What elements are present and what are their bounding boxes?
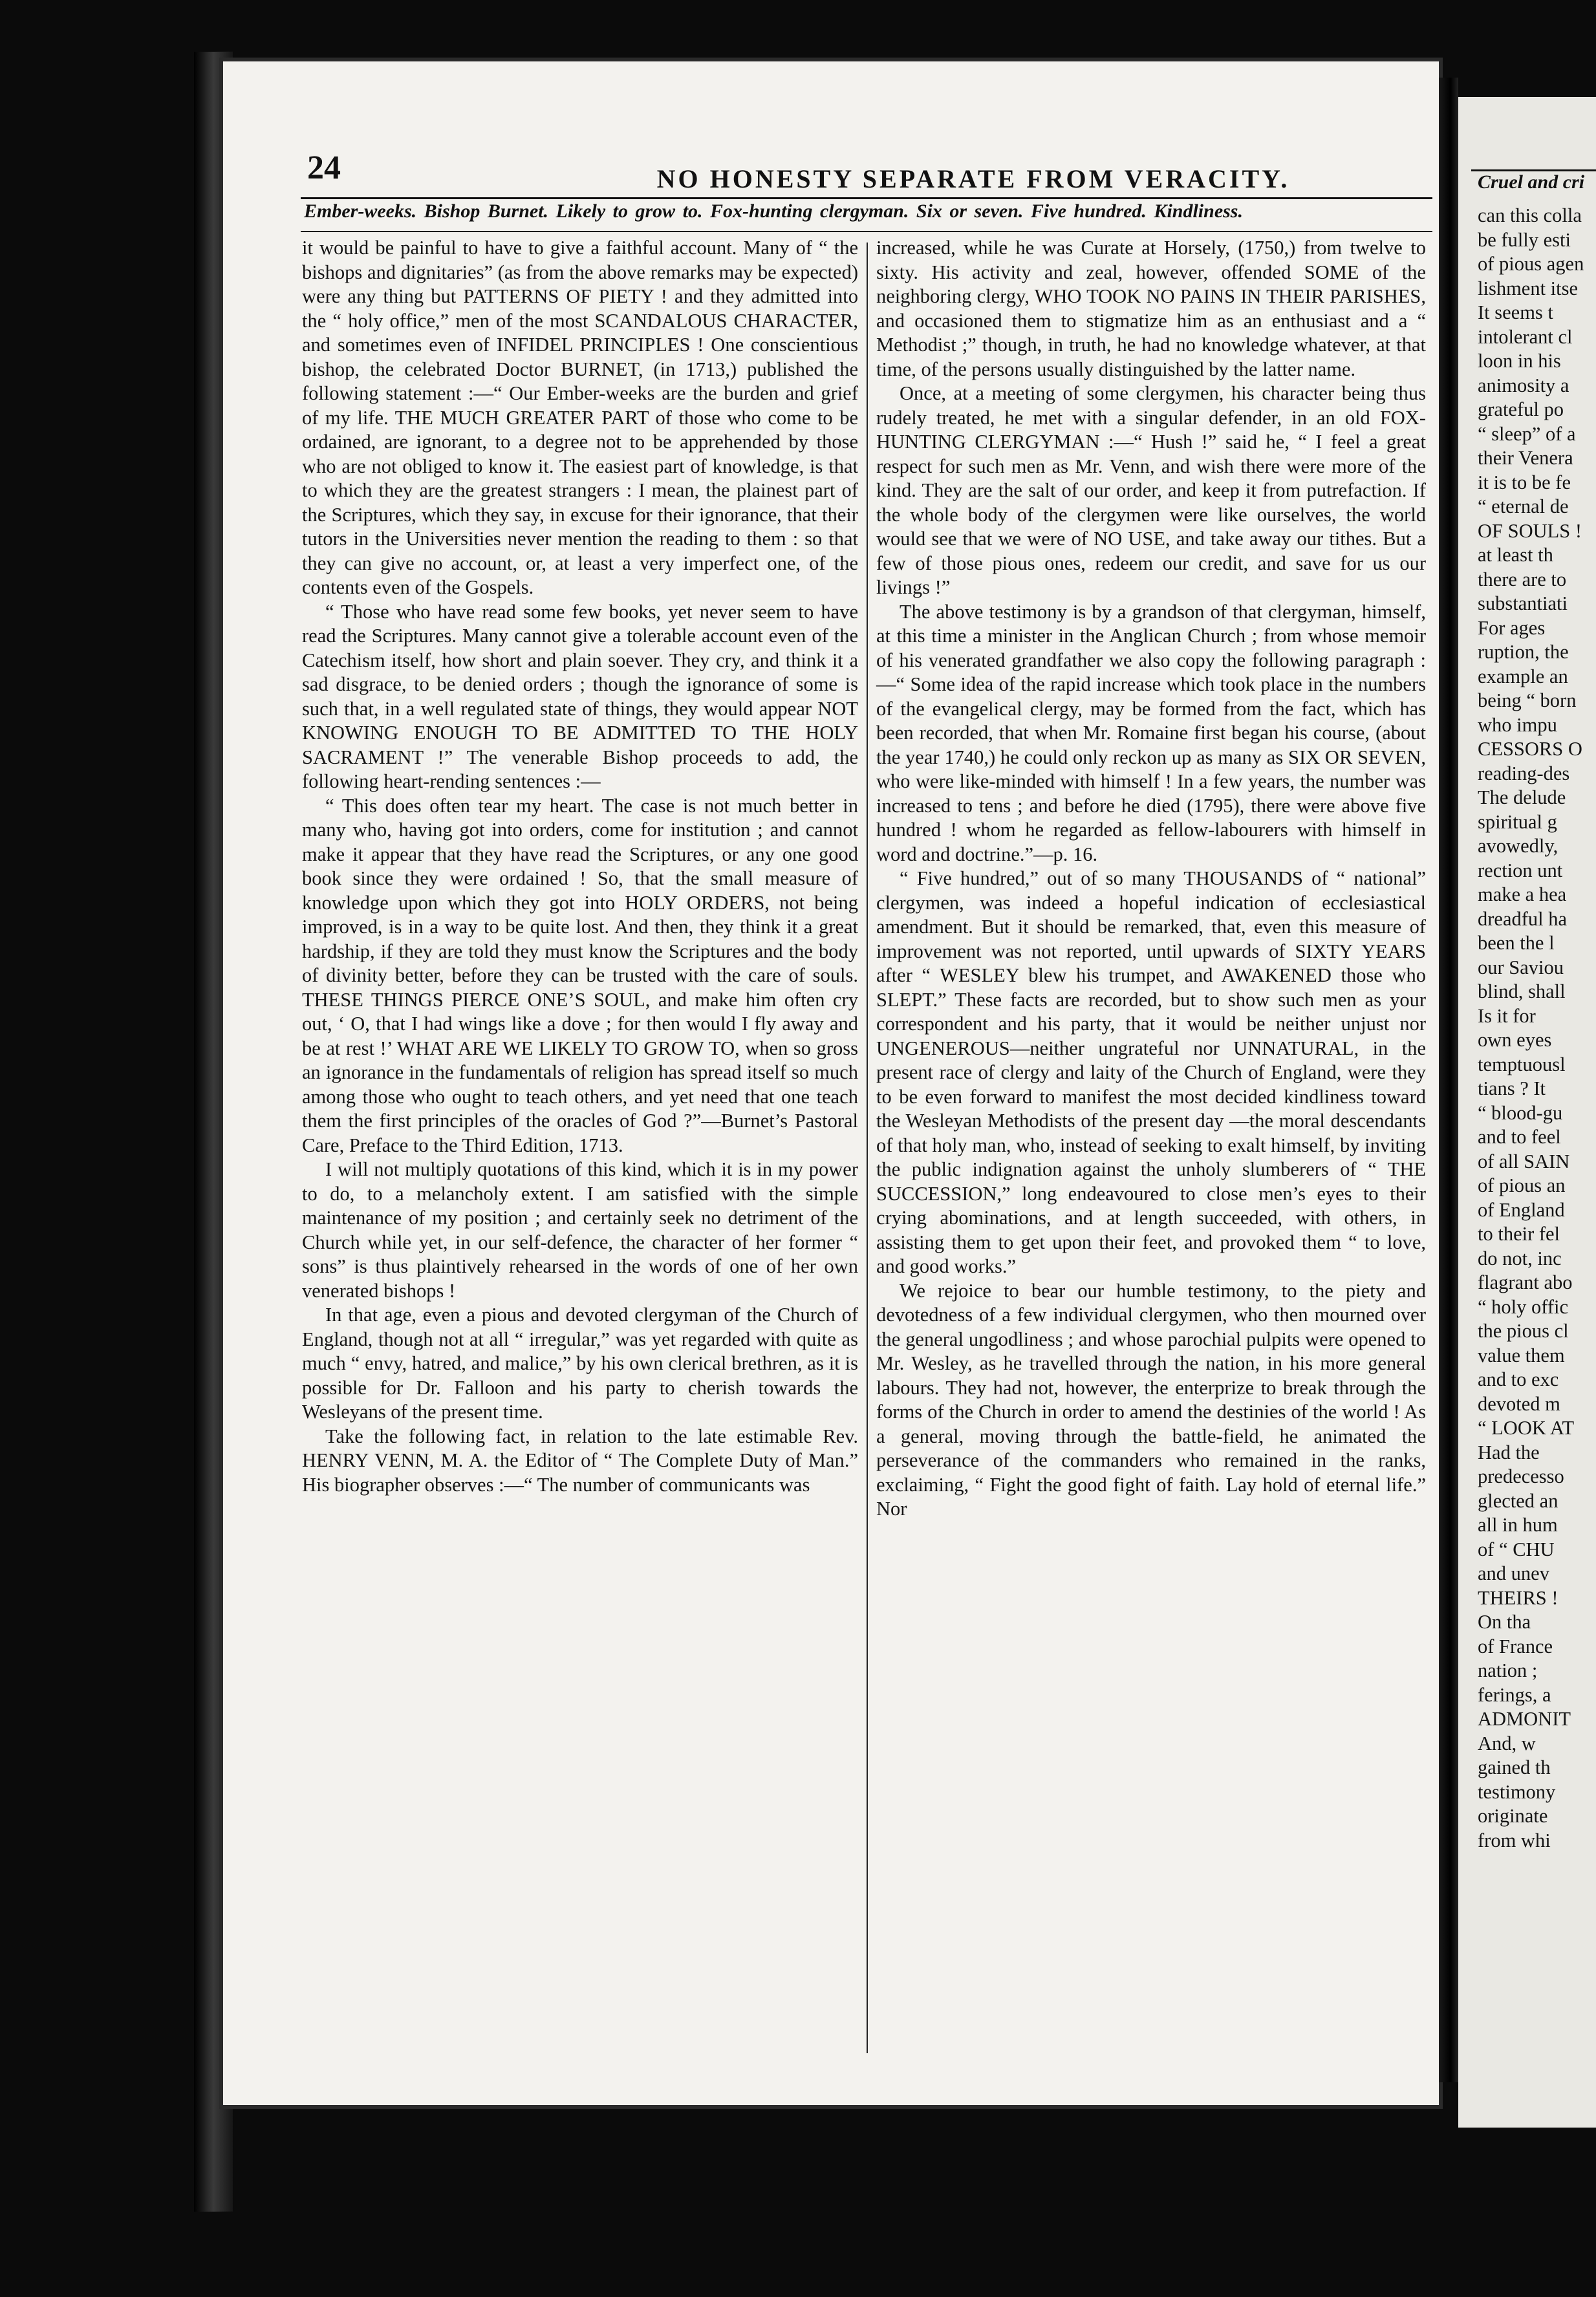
facing-page-line: ruption, the: [1478, 641, 1569, 663]
facing-page-line: ferings, a: [1478, 1683, 1551, 1706]
facing-page-line: flagrant abo: [1478, 1271, 1573, 1293]
facing-page-line: “ LOOK AT: [1478, 1417, 1575, 1439]
facing-page-line: originate: [1478, 1805, 1548, 1827]
facing-page-header: Cruel and cri: [1478, 171, 1585, 193]
facing-page-line: On tha: [1478, 1611, 1531, 1633]
facing-page-line: gained th: [1478, 1756, 1551, 1778]
facing-page-line: glected an: [1478, 1489, 1558, 1512]
facing-page-line: do not, inc: [1478, 1247, 1562, 1269]
facing-page-line: “ sleep” of a: [1478, 422, 1576, 445]
paragraph: Once, at a meeting of some clergymen, his character being thus rudely treated, he met with a singular defender, in an old FOX-HUNTING CLERGYMAN :—“ Hush !” said he, “ I feel a great respect for such men as Mr. Venn, and wish there were more of the kind. They are the salt of our order, and keep it from putrefaction. If the whole body of the clergymen were like ourselves, the world would see that we were of NO USE, and take away our tithes. But a few of those pious ones, redeem our credit, and save for us our livings !”: [876, 382, 1426, 598]
facing-page-line: dreadful ha: [1478, 907, 1568, 930]
facing-page-line: THEIRS !: [1478, 1586, 1558, 1609]
facing-page-line: own eyes: [1478, 1029, 1552, 1051]
facing-page-line: nation ;: [1478, 1659, 1538, 1681]
facing-page-line: “ blood-gu: [1478, 1101, 1563, 1124]
facing-page-line: OF SOULS !: [1478, 519, 1582, 542]
facing-page-line: avowedly,: [1478, 835, 1558, 857]
facing-page-line: ADMONIT: [1478, 1708, 1571, 1730]
facing-page-line: the pious cl: [1478, 1320, 1569, 1342]
facing-page-line: spiritual g: [1478, 810, 1557, 833]
header-rule-top: [301, 197, 1432, 199]
facing-page-line: from whi: [1478, 1829, 1551, 1851]
facing-page-line: example an: [1478, 665, 1568, 687]
facing-page-line: devoted m: [1478, 1392, 1560, 1415]
facing-page-line: our Saviou: [1478, 956, 1564, 978]
paragraph: We rejoice to bear our humble testimony, to the piety and devotedness of a few individual clergymen, who then mourned over the general ungodliness ; and whose parochial pulpits were opened to Mr. Wesley, as he travelled through the nation, in his more general labours. They had not, however, the enterprize to break through the forms of the Church in order to amend the destinies of the world ! As a general, moving through the battle-field, he animated the perseverance of the commanders who remained in the ranks, exclaiming, “ Fight the good fight of faith. Lay hold of eternal life.” Nor: [876, 1279, 1426, 1520]
facing-page-line: of pious an: [1478, 1174, 1566, 1196]
facing-page-line: blind, shall: [1478, 980, 1566, 1002]
facing-page-fragment: [1458, 97, 1596, 2128]
facing-page-line: can this colla: [1478, 204, 1582, 226]
header-rule-bottom: [301, 231, 1432, 232]
page-number: 24: [307, 149, 341, 186]
paragraph: “ This does often tear my heart. The case is not much better in many who, having got into orders, come for institution ; and cannot make it appear that they have read the Scriptures, or any one good book since they were ordained ! So, that the small measure of knowledge upon which they got into HOLY ORDERS, not being improved, is in a way to be quite lost. And then, they think it a great hardship, if they are told they must know the Scriptures and the body of divinity better, before they can be trusted with the care of souls. THESE THINGS PIERCE ONE’S SOUL, and make him often cry out, ‘ O, that I had wings like a dove ; for then would I fly away and be at rest !’ WHAT ARE WE LIKELY TO GROW TO, when so gross an ignorance in the fundamentals of religion has spread itself so much among those who ought to teach others, and yet need that one teach them the first principles of the oracles of God ?”—Burnet’s Pastoral Care, Preface to the Third Edition, 1713.: [302, 794, 858, 1156]
paragraph: In that age, even a pious and devoted clergyman of the Church of England, though not at all “ irregular,” was yet regarded with quite as much “ envy, hatred, and malice,” by his own clerical brethren, as it is possible for Dr. Falloon and his party to cherish towards the Wesleyans of the present time.: [302, 1304, 858, 1423]
facing-page-line: It seems t: [1478, 301, 1553, 323]
facing-page-line: intolerant cl: [1478, 325, 1573, 348]
facing-page-line: there are to: [1478, 568, 1567, 590]
facing-page-line: all in hum: [1478, 1514, 1558, 1536]
facing-page-line: predecesso: [1478, 1465, 1564, 1487]
facing-page-line: Is it for: [1478, 1004, 1536, 1027]
facing-page-line: their Venera: [1478, 447, 1573, 469]
column-divider: [867, 243, 868, 2053]
facing-page-line: For ages: [1478, 616, 1546, 639]
facing-page-column: [1478, 204, 1596, 1853]
facing-page-line: of all SAIN: [1478, 1150, 1570, 1172]
running-title: NO HONESTY SEPARATE FROM VERACITY.: [656, 164, 1290, 193]
facing-page-line: temptuousl: [1478, 1053, 1566, 1075]
facing-page-line: make a hea: [1478, 883, 1567, 905]
facing-page-line: been the l: [1478, 932, 1555, 954]
right-column: [876, 236, 1426, 1522]
facing-page-line: testimony: [1478, 1780, 1556, 1803]
paragraph: “ Those who have read some few books, yet never seem to have read the Scriptures. Many cannot give a tolerable account even of the Catechism itself, how short and plain soever. They cry, and think it a sad disgrace, to be denied orders ; though the ignorance of some is such that, in a well regulated state of things, they would appear NOT KNOWING ENOUGH TO BE ADMITTED TO THE HOLY SACRAMENT !” The venerable Bishop proceeds to add, the following heart-rending sentences :—: [302, 600, 858, 792]
facing-page-line: to their fel: [1478, 1223, 1560, 1245]
facing-page-line: reading-des: [1478, 762, 1570, 784]
facing-page-line: CESSORS O: [1478, 738, 1582, 760]
facing-page-line: lishment itse: [1478, 277, 1579, 299]
facing-page-line: The delude: [1478, 786, 1566, 808]
facing-page-line: be fully esti: [1478, 228, 1571, 251]
paragraph: The above testimony is by a grandson of that clergyman, himself, at this time a minister in the Anglican Church ; from whose memoir of his venerated grandfather we also copy the following paragraph :—“ Some idea of the rapid increase which took place in the numbers of the evangelical clergy, may be formed from the fact, which has been recorded, that when Mr. Romaine first began his course, (about the year 1740,) he could only reckon up as many as SIX OR SEVEN, who were like-minded with himself ! In a few years, the number was increased to tens ; and before he died (1795), there were above five hundred ! whom he regarded as fellow-labourers with himself in word and doctrine.”—p. 16.: [876, 600, 1426, 865]
facing-page-line: grateful po: [1478, 398, 1564, 420]
facing-page-line: and unev: [1478, 1562, 1549, 1584]
facing-page-line: tians ? It: [1478, 1077, 1546, 1099]
facing-page-line: loon in his: [1478, 350, 1561, 372]
left-column: [302, 236, 858, 1497]
facing-page-line: substantiati: [1478, 592, 1568, 614]
paragraph: “ Five hundred,” out of so many THOUSANDS of “ national” clergymen, was indeed a hopeful indication of ecclesiastical amendment. But it should be remarked, that, even this measure of improvement was not reported, until upwards of SIXTY YEARS after “ WESLEY blew his trumpet, and AWAKENED those who SLEPT.” These facts are recorded, but to show such men as your correspondent and his party, that it would be neither unjust nor UNGENEROUS—neither ungrateful nor UNNATURAL, in the present race of clergy and laity of the Church of England, were they to be even forward to manifest the most decided kindliness toward the Wesleyan Methodists of the present day —the moral descendants of that holy man, who, instead of seeking to exalt himself, by inviting the public indignation against the unholy slumberers of “ THE SUCCESSION,” long endeavoured to close men’s eyes to their crying abominations, and at length succeeded, with others, in assisting them to get upon their feet, and provoked them “ to love, and good works.”: [876, 867, 1426, 1277]
facing-page-line: Had the: [1478, 1441, 1540, 1463]
facing-page-line: “ eternal de: [1478, 495, 1569, 517]
topic-headline: Ember-weeks. Bishop Burnet. Likely to grow to. Fox-hunting clergyman. Six or seven. Five hundred. Kindliness.: [304, 200, 1243, 222]
facing-page-line: value them: [1478, 1344, 1565, 1366]
facing-page-line: of pious agen: [1478, 253, 1584, 275]
facing-page-line: being “ born: [1478, 689, 1577, 711]
facing-page-line: it is to be fe: [1478, 471, 1571, 493]
facing-page-line: And, w: [1478, 1732, 1536, 1754]
paragraph: it would be painful to have to give a faithful account. Many of “ the bishops and dignitaries” (as from the above remarks may be expected) were any thing but PATTERNS OF PIETY ! and they admitted into the “ holy office,” men of the most SCANDALOUS CHARACTER, and sometimes even of INFIDEL PRINCIPLES ! One conscientious bishop, the celebrated Doctor BURNET, (in 1713,) published the following statement :—“ Our Ember-weeks are the burden and grief of my life. THE MUCH GREATER PART of those who come to be ordained, are ignorant, to a degree not to be apprehended by those who are not obliged to know it. The easiest part of knowledge, is that to which they are the greatest strangers : I mean, the plainest part of the Scriptures, which they say, in excuse for their ignorance, that their tutors in the Universities never mention the reading to them : so that they can give no account, or, at least a very imperfect one, of the contents even of the Gospels.: [302, 237, 858, 598]
facing-page-line: and to feel: [1478, 1126, 1561, 1148]
paragraph: I will not multiply quotations of this kind, which it is in my power to do, to a melancholy extent. I am satisfied with the simple maintenance of my position ; and certainly seek no detriment of the Church while yet, in our self-defence, the character of her former “ sons” is thus plaintively rehearsed in the words of one of her own venerated bishops !: [302, 1158, 858, 1302]
page-gutter: [1439, 78, 1458, 2082]
paragraph: Take the following fact, in relation to the late estimable Rev. HENRY VENN, M. A. the Editor of “ The Complete Duty of Man.” His biographer observes :—“ The number of communicants was: [302, 1425, 858, 1496]
facing-page-line: animosity a: [1478, 374, 1569, 396]
facing-page-line: who impu: [1478, 713, 1557, 736]
facing-page-line: at least th: [1478, 544, 1553, 566]
facing-page-line: “ holy offic: [1478, 1295, 1569, 1318]
facing-page-line: of England: [1478, 1198, 1565, 1221]
facing-page-line: of “ CHU: [1478, 1538, 1555, 1560]
facing-page-line: of France: [1478, 1635, 1553, 1657]
paragraph: increased, while he was Curate at Horsely, (1750,) from twelve to sixty. His activity and zeal, however, offended SOME of the neighboring clergy, WHO TOOK NO PAINS IN THEIR PARISHES, and occasioned them to stigmatize him as an enthusiast and a “ Methodist ;” though, in truth, he had no knowledge whatever, at that time, of the persons usually distinguished by the latter name.: [876, 237, 1426, 380]
book-page: [223, 61, 1439, 2105]
facing-page-line: and to exc: [1478, 1368, 1559, 1390]
facing-page-line: rection unt: [1478, 859, 1563, 881]
